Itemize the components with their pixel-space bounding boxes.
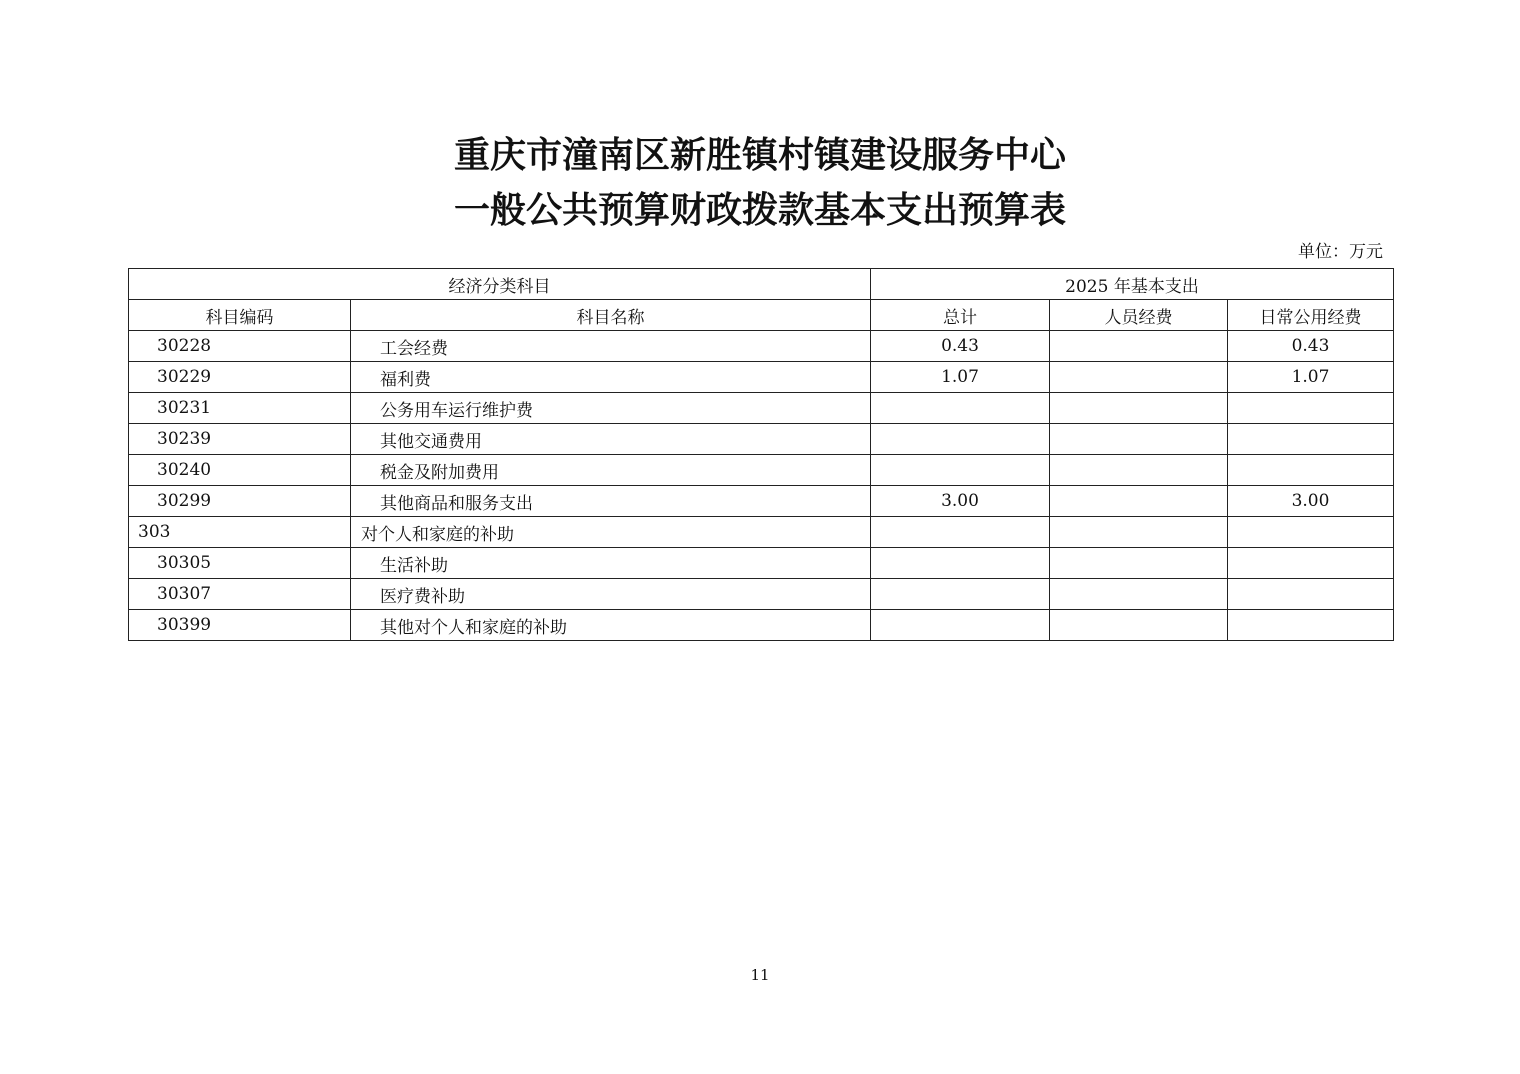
cell-name: 福利费: [351, 362, 871, 393]
cell-name: 对个人和家庭的补助: [351, 517, 871, 548]
cell-total: [871, 424, 1050, 455]
table-row: [129, 362, 1394, 393]
cell-personnel: [1050, 517, 1228, 548]
table-row: [129, 455, 1394, 486]
cell-personnel: [1050, 331, 1228, 362]
table-row: [129, 393, 1394, 424]
cell-public: [1228, 424, 1394, 455]
unit-label: 单位：万元: [1298, 242, 1383, 262]
cell-total: [871, 455, 1050, 486]
cell-personnel: [1050, 362, 1228, 393]
cell-code: 30399: [129, 610, 351, 641]
cell-total: [871, 548, 1050, 579]
group-header-row: [129, 269, 1394, 300]
column-header-name: 科目名称: [351, 300, 871, 331]
cell-personnel: [1050, 610, 1228, 641]
table-row: [129, 424, 1394, 455]
cell-code: 30240: [129, 455, 351, 486]
cell-public: [1228, 455, 1394, 486]
cell-name: 工会经费: [351, 331, 871, 362]
cell-public: [1228, 517, 1394, 548]
page-number: 11: [750, 966, 770, 984]
cell-public: [1228, 579, 1394, 610]
cell-public: 1.07: [1228, 362, 1394, 393]
group-header-year: 2025 年基本支出: [871, 269, 1394, 300]
page-title-line-2: 一般公共预算财政拨款基本支出预算表: [453, 189, 1066, 231]
cell-personnel: [1050, 424, 1228, 455]
table-row: [129, 331, 1394, 362]
cell-personnel: [1050, 548, 1228, 579]
cell-code: 30307: [129, 579, 351, 610]
cell-public: 0.43: [1228, 331, 1394, 362]
table-row: [129, 548, 1394, 579]
cell-name: 税金及附加费用: [351, 455, 871, 486]
cell-total: [871, 610, 1050, 641]
cell-name: 公务用车运行维护费: [351, 393, 871, 424]
column-header-total: 总计: [871, 300, 1050, 331]
budget-table: [128, 268, 1394, 641]
cell-code: 30239: [129, 424, 351, 455]
cell-name: 生活补助: [351, 548, 871, 579]
cell-total: 0.43: [871, 331, 1050, 362]
table-row: [129, 486, 1394, 517]
cell-name: 其他商品和服务支出: [351, 486, 871, 517]
column-header-personnel: 人员经费: [1050, 300, 1228, 331]
page-title-line-1: 重庆市潼南区新胜镇村镇建设服务中心: [453, 134, 1066, 176]
table-row: [129, 517, 1394, 548]
cell-total: 3.00: [871, 486, 1050, 517]
cell-code: 30305: [129, 548, 351, 579]
cell-code: 303: [129, 517, 351, 548]
cell-total: 1.07: [871, 362, 1050, 393]
table-row: [129, 579, 1394, 610]
cell-total: [871, 393, 1050, 424]
group-header-econ: 经济分类科目: [129, 269, 871, 300]
cell-public: [1228, 610, 1394, 641]
cell-code: 30231: [129, 393, 351, 424]
cell-personnel: [1050, 393, 1228, 424]
cell-code: 30229: [129, 362, 351, 393]
cell-code: 30299: [129, 486, 351, 517]
cell-public: 3.00: [1228, 486, 1394, 517]
cell-code: 30228: [129, 331, 351, 362]
cell-public: [1228, 393, 1394, 424]
cell-personnel: [1050, 455, 1228, 486]
cell-total: [871, 517, 1050, 548]
cell-public: [1228, 548, 1394, 579]
cell-total: [871, 579, 1050, 610]
cell-name: 其他交通费用: [351, 424, 871, 455]
cell-personnel: [1050, 579, 1228, 610]
column-header-row: [129, 300, 1394, 331]
column-header-public: 日常公用经费: [1228, 300, 1394, 331]
cell-name: 医疗费补助: [351, 579, 871, 610]
column-header-code: 科目编码: [129, 300, 351, 331]
table-row: [129, 610, 1394, 641]
cell-name: 其他对个人和家庭的补助: [351, 610, 871, 641]
cell-personnel: [1050, 486, 1228, 517]
